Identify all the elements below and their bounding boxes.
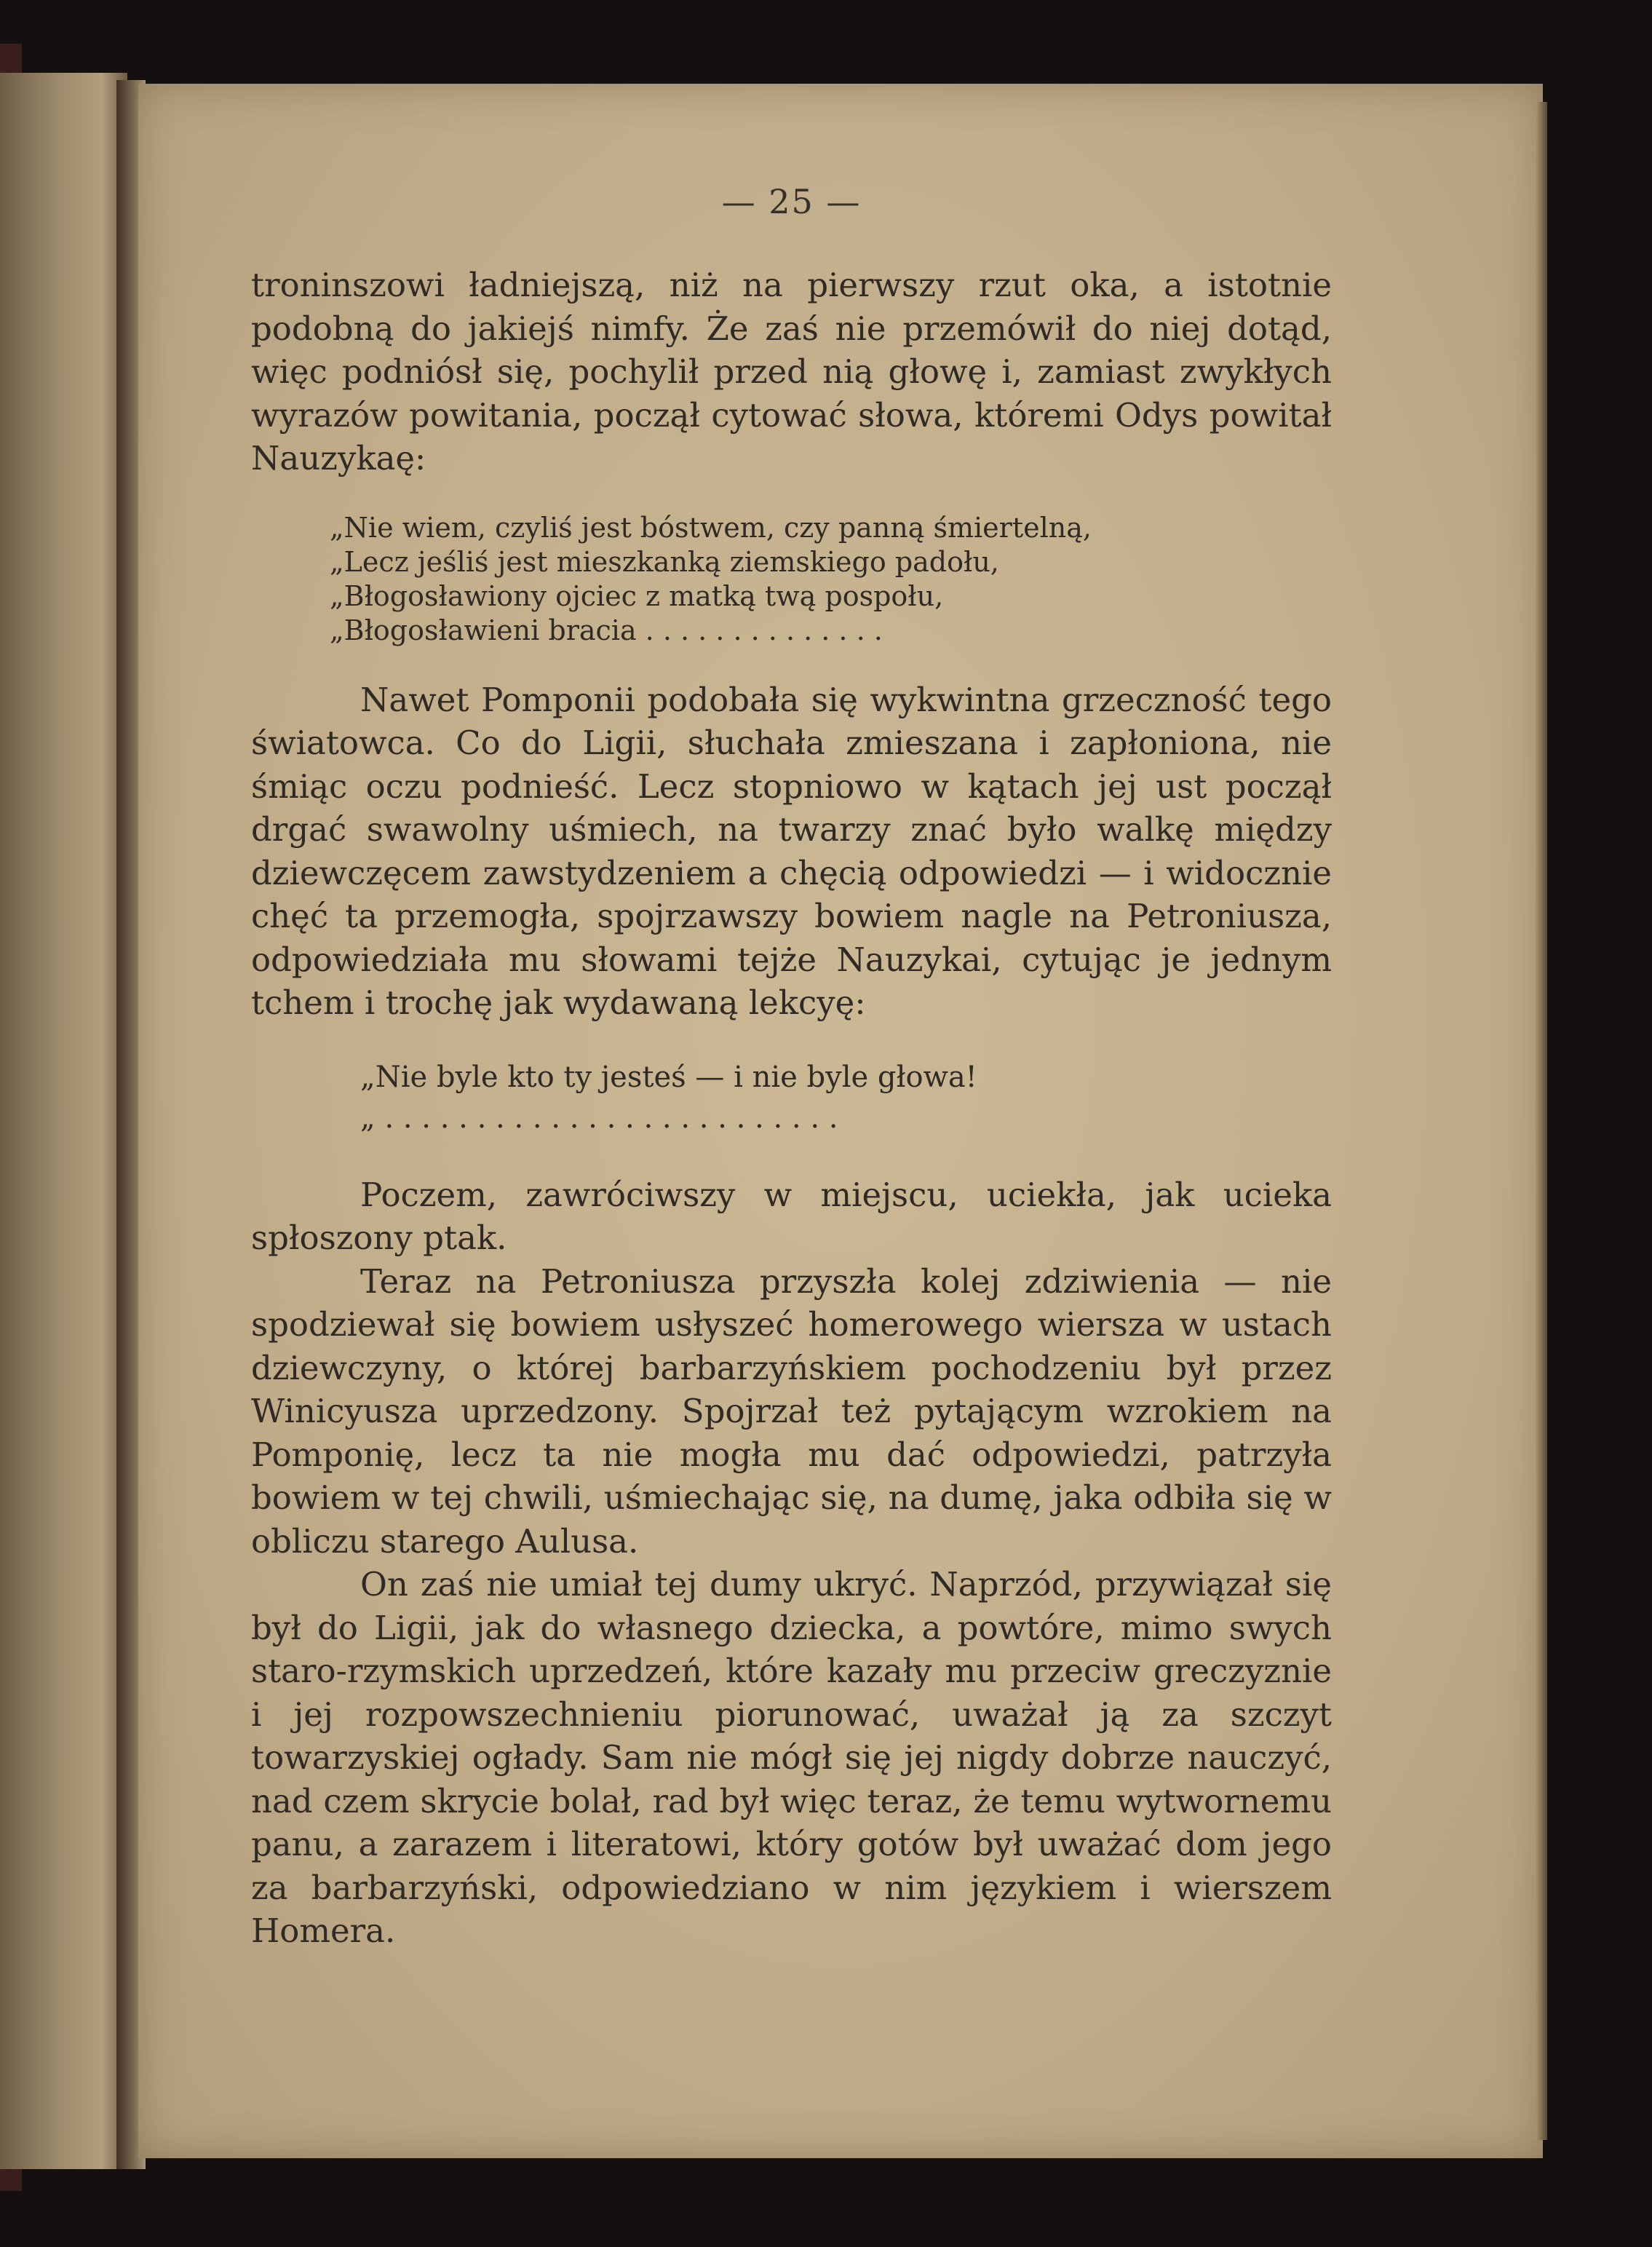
paragraph-3: Poczem, zawróciwszy w miejscu, uciekła, jak ucieka spłoszony ptak. [251, 1175, 1332, 1257]
paragraph-4: Teraz na Petroniusza przyszła kolej zdziwienia — nie spodziewał się bowiem usłyszeć homerowego wiersza w ustach dziewczyny, o której barbarzyńskiem pochodzeniu był przez Winicyusza uprzedzony. Spojrzał też pytającym wzrokiem na Pomponię, lecz ta nie mogła mu dać odpowiedzi, patrzyła bowiem w tej chwili, uśmiechając się, na dumę, jaka odbiła się w obliczu starego Aulusa. [251, 1261, 1332, 1561]
page-text [251, 182, 1332, 1953]
paragraph-5: On zaś nie umiał tej dumy ukryć. Naprzód, przywiązał się był do Ligii, jak do własnego dziecka, a powtóre, mimo swych staro-rzymskich uprzedzeń, które kazały mu przeciw greczyznie i jej rozpowszechnieniu piorunować, uważał ją za szczyt towarzyskiej ogłady. Sam nie mógł się jej nigdy dobrze nauczyć, nad czem skrycie bolał, rad był więc teraz, że temu wytwornemu panu, a zarazem i literatowi, który gotów był uważać dom jego za barbarzyński, odpowiedziano w nim językiem i wierszem Homera. [251, 1565, 1332, 1950]
verse-line: „Błogosławieni bracia . . . . . . . . . . . . . . [330, 614, 883, 646]
verse-line: „Nie byle kto ty jesteś — i nie byle głowa! [360, 1060, 977, 1094]
left-page-sliver [0, 73, 127, 2169]
page-number: — 25 — [721, 182, 862, 221]
verse-quote-nauzykaa [360, 1057, 1332, 1138]
verse-line: „Błogosławiony ojciec z matką twą pospołu, [330, 579, 944, 612]
page-edge [1536, 102, 1547, 2140]
verse-line: „Lecz jeśliś jest mieszkanką ziemskiego padołu, [330, 545, 999, 578]
paragraph-2: Nawet Pomponii podobała się wykwintna grzeczność tego światowca. Co do Ligii, słuchała zmieszana i zapłoniona, nie śmiąc oczu podnieść. Lecz stopniowo w kątach jej ust począł drgać swawolny uśmiech, na twarzy znać było walkę między dziewczęcem zawstydzeniem a chęcią odpowiedzi — i widocznie chęć ta przemogła, spojrzawszy bowiem nagle na Petroniusza, odpowiedziała mu słowami tejże Nauzykai, cytując je jednym tchem i trochę jak wydawaną lekcyę: [251, 680, 1332, 1022]
paragraph-1: troninszowi ładniejszą, niż na pierwszy rzut oka, a istotnie podobną do jakiejś nimfy. Że zaś nie przemówił do niej dotąd, więc podniósł się, pochylił przed nią głowę i, zamiast zwykłych wyrazów powitania, począł cytować słowa, któremi Odys powitał Nauzykaę: [251, 266, 1332, 477]
verse-line: „Nie wiem, czyliś jest bóstwem, czy panną śmiertelną, [330, 511, 1092, 544]
verse-quote-odys [330, 511, 1332, 648]
verse-line: „ . . . . . . . . . . . . . . . . . . . . . . . . . [360, 1101, 838, 1135]
